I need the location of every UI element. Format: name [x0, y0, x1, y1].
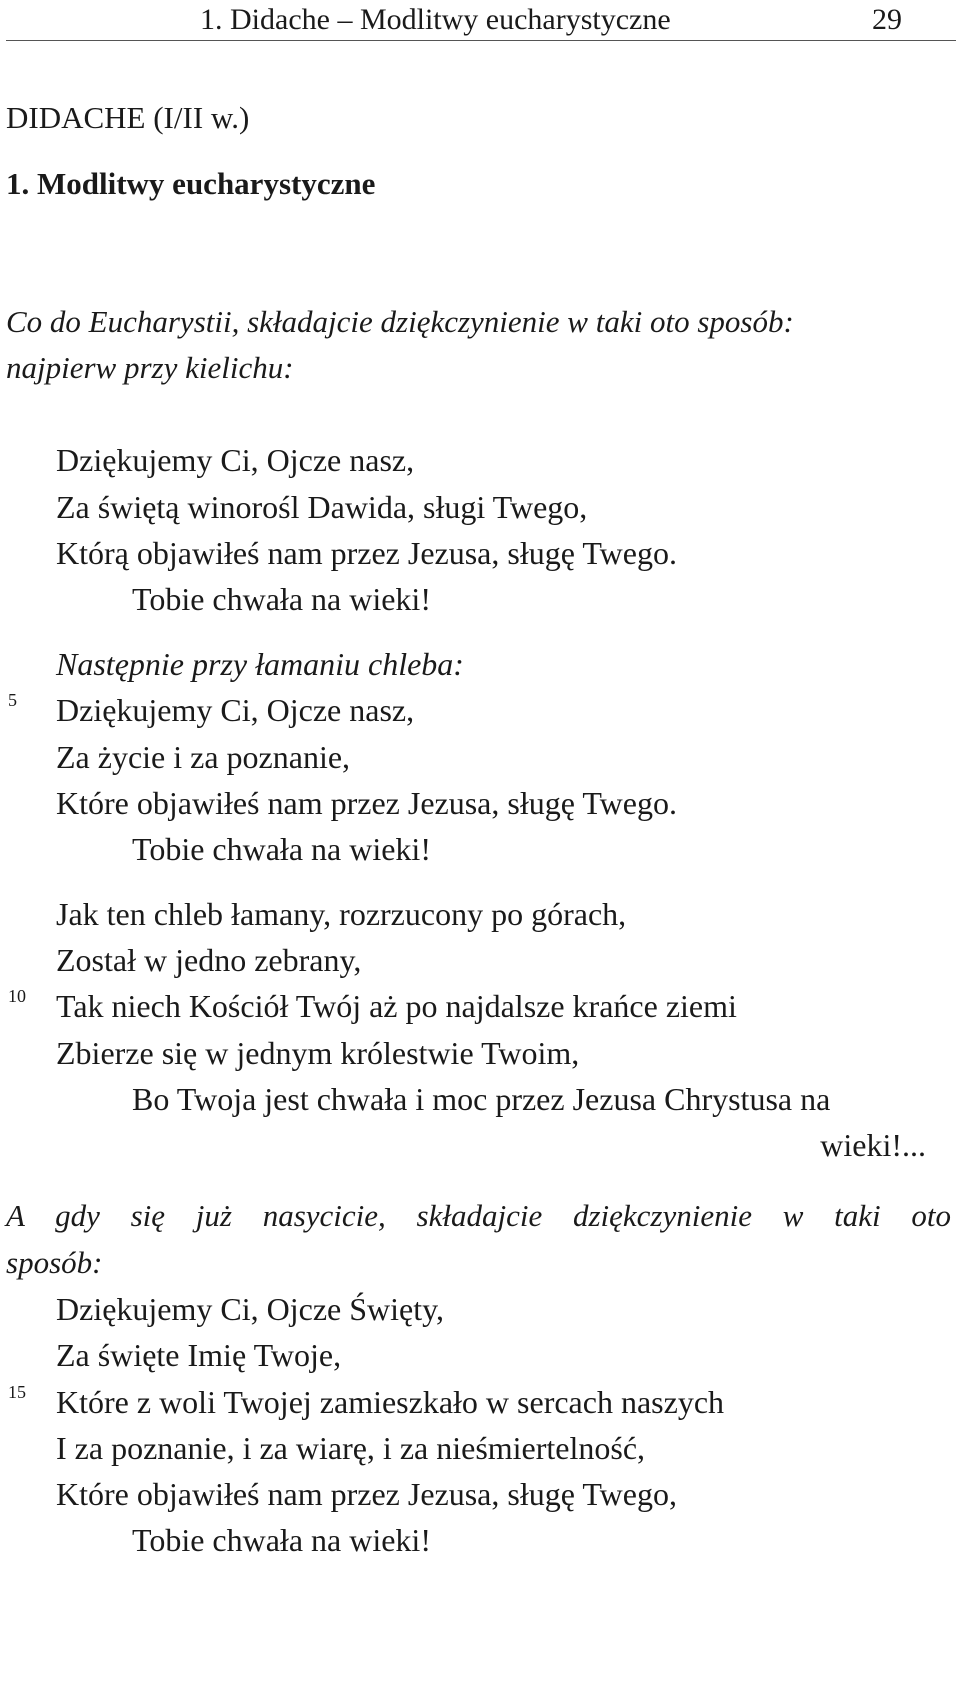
intro-line: sposób:	[6, 1245, 103, 1280]
prayer-line: Którą objawiłeś nam przez Jezusa, sługę Twego.	[56, 535, 677, 571]
source-heading: DIDACHE (I/II w.)	[6, 100, 250, 135]
page-number: 29	[872, 3, 902, 36]
prayer-line: Dziękujemy Ci, Ojcze nasz,	[56, 442, 415, 478]
prayer-line: Za święte Imię Twoje,	[56, 1337, 342, 1373]
intro-line: najpierw przy kielichu:	[6, 350, 294, 385]
prayer-line: Za świętą winorośl Dawida, sługi Twego,	[56, 489, 588, 525]
doxology: Tobie chwała na wieki!	[132, 581, 431, 617]
prayer-line: Które z woli Twojej zamieszkało w sercach naszych	[56, 1384, 725, 1420]
prayer-line: Za życie i za poznanie,	[56, 739, 351, 775]
header-rule	[6, 40, 956, 41]
intro-line: Co do Eucharystii, składajcie dziękczynienie w taki oto sposób:	[6, 304, 794, 339]
intro-line: A gdy się już nasycicie, składajcie dziękczynienie w taki oto	[6, 1198, 951, 1233]
doxology: Tobie chwała na wieki!	[132, 1522, 431, 1558]
prayer-line: Dziękujemy Ci, Ojcze Święty,	[56, 1291, 445, 1327]
prayer-line: Jak ten chleb łamany, rozrzucony po górach,	[56, 896, 627, 932]
prayer-line: Które objawiłeś nam przez Jezusa, sługę Twego.	[56, 785, 677, 821]
doxology: Bo Twoja jest chwała i moc przez Jezusa Chrystusa na	[132, 1081, 831, 1117]
rubric: Następnie przy łamaniu chleba:	[56, 646, 464, 682]
prayer-line: Zbierze się w jednym królestwie Twoim,	[56, 1035, 580, 1071]
doxology: Tobie chwała na wieki!	[132, 831, 431, 867]
section-title: 1. Modlitwy eucharystyczne	[6, 166, 376, 201]
running-title: 1. Didache – Modlitwy eucharystyczne	[200, 3, 671, 36]
prayer-line: Tak niech Kościół Twój aż po najdalsze krańce ziemi	[56, 988, 737, 1024]
line-number: 10	[8, 986, 26, 1006]
prayer-line: Które objawiłeś nam przez Jezusa, sługę Twego,	[56, 1476, 677, 1512]
line-number: 5	[8, 690, 17, 710]
prayer-line: Dziękujemy Ci, Ojcze nasz,	[56, 692, 415, 728]
prayer-line: I za poznanie, i za wiarę, i za nieśmiertelność,	[56, 1430, 646, 1466]
line-number: 15	[8, 1382, 26, 1402]
doxology: wieki!...	[820, 1127, 926, 1163]
prayer-line: Został w jedno zebrany,	[56, 942, 362, 978]
